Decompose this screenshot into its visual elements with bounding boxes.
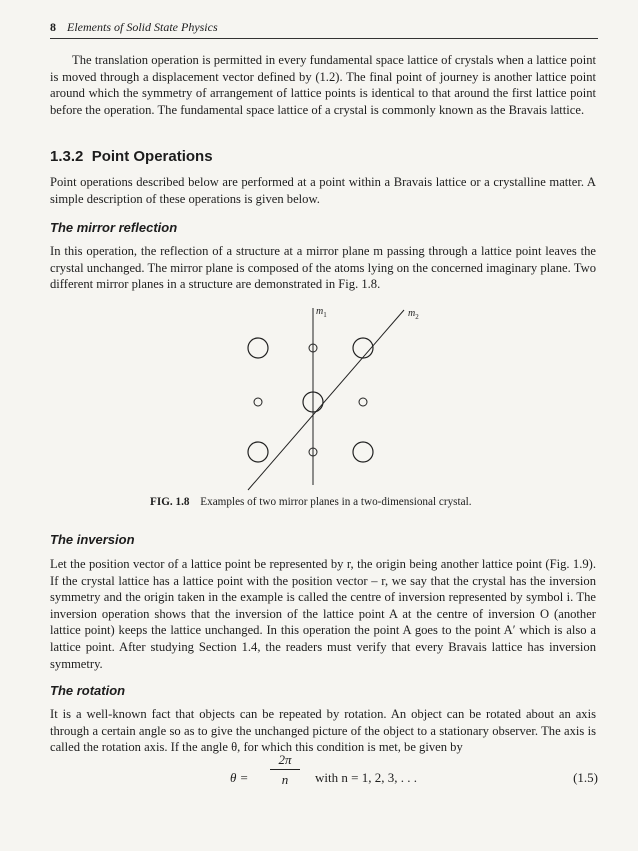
lattice-atom-small	[254, 398, 262, 406]
mirror-paragraph: In this operation, the reflection of a structure at a mirror plane m passing through a lattice point leaves the crystal unchanged. The mirror plane is composed of the atoms lying on the concerned imaginary plane. Two different mirror planes in a structure are demonstrated in Fig. 1.8.	[50, 244, 596, 292]
mirror-plane-m2	[248, 310, 404, 490]
label-m2: $m_2$	[408, 308, 419, 321]
mirror-planes-diagram	[208, 300, 438, 495]
equation-lhs: θ =	[230, 770, 249, 785]
lattice-atom-small	[359, 398, 367, 406]
lattice-atom-large	[353, 442, 373, 462]
equation-1-5	[200, 752, 600, 802]
rotation-paragraph: It is a well-known fact that objects can be repeated by rotation. An object can be rotated about an axis through a certain angle so as to give the unchanged picture of the object to a stationary observer. The axis is called the rotation axis. If the angle θ, for which this condition is met, be given by	[50, 707, 596, 755]
lattice-atom-large	[248, 442, 268, 462]
figure-number: FIG. 1.8	[150, 496, 190, 508]
section-title: Point Operations	[91, 148, 213, 165]
figure-caption	[150, 496, 550, 508]
figure-caption-text: Examples of two mirror planes in a two-dimensional crystal.	[200, 496, 472, 508]
section-paragraph: Point operations described below are performed at a point within a Bravais lattice or a crystalline matter. A simple description of these operations is given below.	[50, 175, 596, 206]
label-m1: $m_1$	[316, 306, 327, 319]
rotation-heading: The rotation	[50, 683, 126, 698]
section-heading	[50, 148, 213, 165]
running-header	[50, 20, 598, 39]
lattice-atom-large	[248, 338, 268, 358]
intro-paragraph: The translation operation is permitted in every fundamental space lattice of crystals when a lattice point is moved through a displacement vector defined by (1.2). The final point of journey is another lattice point around which the symmetry of arrangement of lattice points is identical to that around the first lattice point before the operation. The fundamental space lattice of a crystal is commonly known as the Bravais lattice.	[50, 53, 596, 117]
section-number: 1.3.2	[50, 148, 84, 165]
equation-condition: with n = 1, 2, 3, . . .	[315, 770, 417, 785]
book-title: Elements of Solid State Physics	[67, 20, 218, 34]
inversion-paragraph: Let the position vector of a lattice point be represented by r, the origin being another lattice point (Fig. 1.9). If the crystal lattice has a lattice point with the position vector – r, we say that the crystal has the inversion symmetry and the origin taken in the example is called the centre of inversion represented by symbol i. The inversion operation shows that the inversion of the lattice point A at the centre of inversion O (another lattice point) keeps the lattice unchanged. In this operation the point A goes to the point A′ which is also a lattice point. After studying Section 1.4, the readers must verify that every Bravais lattice has inversion symmetry.	[50, 557, 596, 671]
equation-number: (1.5)	[573, 770, 598, 785]
equation-denominator: n	[281, 772, 289, 787]
page-number: 8	[50, 20, 56, 34]
inversion-heading: The inversion	[50, 532, 135, 547]
lattice-atom-large	[353, 338, 373, 358]
equation-fraction	[270, 752, 300, 788]
equation-numerator: 2π	[270, 752, 300, 770]
mirror-planes-figure	[208, 300, 438, 495]
mirror-heading: The mirror reflection	[50, 220, 178, 235]
